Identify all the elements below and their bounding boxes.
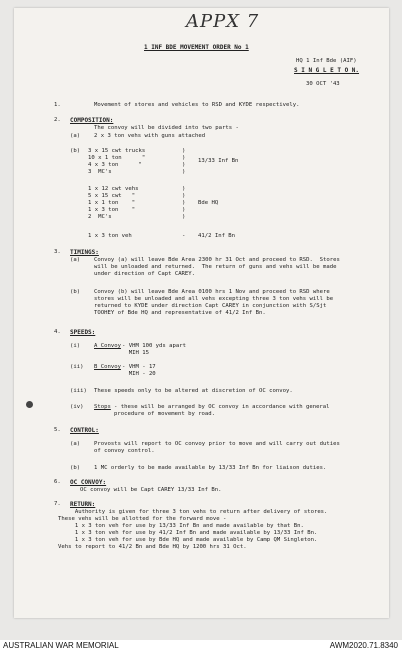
para2-b-unit-3: 41/2 Inf Bn bbox=[198, 233, 236, 239]
para2-b-vehicles-1: 3 x 15 cwt trucks 10 x 1 ton " 4 x 3 ton " 3 MC's bbox=[88, 148, 146, 175]
para2-heading: COMPOSITION: bbox=[70, 117, 114, 124]
para7-heading: RETURN: bbox=[70, 501, 96, 508]
para3-b-label: (b) bbox=[70, 289, 81, 295]
para4-ii-text: - VHM - 17 MIH - 20 bbox=[122, 364, 156, 377]
para4-heading: SPEEDS: bbox=[70, 329, 96, 336]
brace-2: ) ) ) ) ) bbox=[182, 186, 186, 220]
para5-b-label: (b) bbox=[70, 465, 81, 471]
para6-text: OC convoy will be Capt CAREY 13/33 Inf Bn. bbox=[80, 487, 222, 493]
para6-heading: OC CONVOY: bbox=[70, 479, 107, 486]
para2-number: 2. bbox=[54, 117, 61, 123]
document-page bbox=[14, 8, 389, 618]
para2-a-label: (a) bbox=[70, 133, 81, 139]
para2-b-vehicles-2: 1 x 12 cwt vehs 5 x 15 cwt " 1 x 1 ton " 1 x 3 ton " 2 MC's bbox=[88, 186, 139, 220]
para4-ii-title: B Convoy bbox=[94, 364, 121, 370]
para5-b-text: 1 MC orderly to be made available by 13/33 Inf Bn for liaison duties. bbox=[94, 465, 327, 471]
para3-b-text: Convoy (b) will leave Bde Area 0100 hrs 1 Nov and proceed to RSD where stores will be unloaded and all vehs excepting three 3 ton vehs will be returned to KYDE under direction Capt CAREY in conjunction with S/Sjt TOOHEY of Bde HQ and representative of 41/2 Inf Bn. bbox=[94, 289, 334, 316]
para2-b-unit-2: Bde HQ bbox=[198, 200, 219, 206]
brace-1: ) ) ) ) bbox=[182, 148, 186, 175]
para4-i-text: - VHM 100 yds apart MIH 15 bbox=[122, 343, 186, 356]
para3-heading: TIMINGS: bbox=[70, 249, 99, 256]
para4-iv-title: Stops bbox=[94, 404, 111, 410]
para3-a-text: Convoy (a) will leave Bde Area 2300 hr 31 Oct and proceed to RSD. Stores will be unloaded and returned. The return of guns and vehs will be made under direction of Capt CAREY. bbox=[94, 257, 340, 277]
para5-heading: CONTROL: bbox=[70, 427, 99, 434]
para2-intro: The convoy will be divided into two parts - bbox=[94, 125, 239, 131]
para1-number: 1. bbox=[54, 102, 61, 108]
handwritten-annotation: APPX 7 bbox=[186, 11, 260, 32]
para7-number: 7. bbox=[54, 501, 61, 507]
para5-number: 5. bbox=[54, 427, 61, 433]
hq-label: HQ 1 Inf Bde (AIF) bbox=[296, 58, 357, 64]
footer-catalog-number: AWM2020.71.8340 bbox=[329, 641, 398, 650]
para3-a-label: (a) bbox=[70, 257, 81, 263]
para4-i-title: A Convoy bbox=[94, 343, 121, 349]
para1-text: Movement of stores and vehicles to RSD and KYDE respectively. bbox=[94, 102, 300, 108]
para4-iii-label: (iii) bbox=[70, 388, 87, 394]
para2-a-text: 2 x 3 ton vehs with guns attached bbox=[94, 133, 206, 139]
para4-ii-label: (ii) bbox=[70, 364, 84, 370]
document-title: 1 INF BDE MOVEMENT ORDER No 1 bbox=[144, 44, 249, 51]
place-label: S I N G L E T O N. bbox=[294, 67, 360, 74]
brace-3: - bbox=[182, 233, 186, 239]
para4-i-label: (i) bbox=[70, 343, 81, 349]
punch-hole bbox=[26, 401, 33, 408]
para2-b-unit-1: 13/33 Inf Bn bbox=[198, 158, 239, 164]
para3-number: 3. bbox=[54, 249, 61, 255]
para5-a-text: Provosts will report to OC convoy prior to move and will carry out duties of convoy control. bbox=[94, 441, 340, 454]
para2-b-label: (b) bbox=[70, 148, 81, 154]
para4-iv-text: - these will be arranged by OC convoy in accordance with general procedure of movement by road. bbox=[114, 404, 330, 417]
footer-archive-name: AUSTRALIAN WAR MEMORIAL bbox=[3, 641, 119, 650]
date-label: 30 OCT '43 bbox=[306, 81, 340, 87]
para4-number: 4. bbox=[54, 329, 61, 335]
para4-iv-label: (iv) bbox=[70, 404, 84, 410]
para7-text: Authority is given for three 3 ton vehs to return after delivery of stores. These vehs will be allotted for the forward move - 1 x 3 ton veh for use by 13/33 Inf Bn and made available by that Bn. 1 x 3 ton veh for use by 41/2 Inf Bn and made available by 13/33 Inf Bn. 1 x 3 ton veh for use by Bde HQ and made available by Camp QM Singleton. Vehs to report to 41/2 Bn and Bde HQ by 1200 hrs 31 Oct. bbox=[58, 509, 328, 550]
para2-b-vehicle-3: 1 x 3 ton veh bbox=[88, 233, 132, 239]
para5-a-label: (a) bbox=[70, 441, 81, 447]
para4-iii-text: These speeds only to be altered at discretion of OC convoy. bbox=[94, 388, 293, 394]
archive-footer bbox=[0, 640, 402, 653]
para6-number: 6. bbox=[54, 479, 61, 485]
